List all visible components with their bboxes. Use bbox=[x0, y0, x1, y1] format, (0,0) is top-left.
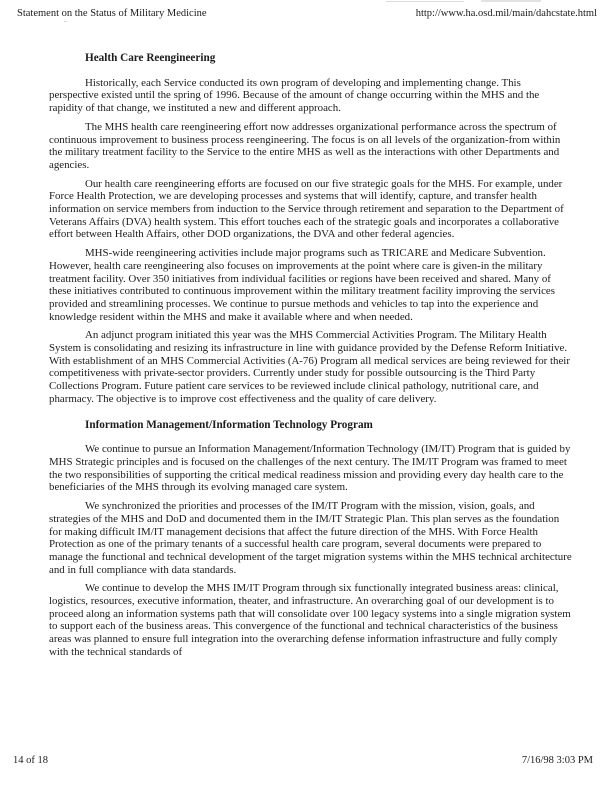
page-header bbox=[17, 8, 597, 20]
scan-artifact bbox=[481, 0, 541, 2]
section-heading-im-it-program: Information Management/Information Technology Program bbox=[85, 418, 373, 431]
paragraph-historically: Historically, each Service conducted its own program of developing and implementing change. This perspective existed until the spring of 1996. Because of the amount of change occurring within the MHS and the rapidity of that change, we instituted a new and different approach. bbox=[49, 76, 540, 115]
document-body bbox=[49, 39, 572, 665]
paragraph-im-it-pursue: We continue to pursue an Information Management/Information Technology (IM/IT) Program that is guided by MHS Strategic principles and is focused on the challenges of the next century. The IM/IT Program was framed to meet the two responsibilities of supporting the critical medical readiness mission and providing every day health care to the beneficiaries of the MHS through its evolving managed care system. bbox=[49, 443, 571, 494]
footer-page-number: 14 of 18 bbox=[13, 755, 48, 766]
paragraph-strategic-goals: Our health care reengineering efforts are focused on our five strategic goals for the MHS. For example, under Force Health Protection, we are developing processes and systems that will identify, capture, and transfer health information on service members from induction to the Service through retirement and separation to the Department of Veterans Affairs (DVA) health system. This effort touches each of the strategic goals and incorporates a collaborative effort between Health Affairs, other DOD organizations, the DVA and other federal agencies. bbox=[49, 177, 564, 241]
page-footer bbox=[13, 755, 593, 767]
paragraph-im-it-business-areas: We continue to develop the MHS IM/IT Program through six functionally integrated business areas: clinical, logistics, resources, executive information, theater, and infrastructure. An overarching goal of our development is to proceed along an information systems path that will consolidate over 100 legacy systems into a single migration system to support each of the business areas. This convergence of the functional and technical characteristics of the business areas was planned to ensure full integration into the overarching defense information infrastructure and fully comply with the technical standards of bbox=[49, 582, 571, 658]
section-heading-health-care-reengineering: Health Care Reengineering bbox=[85, 52, 216, 64]
header-document-title: Statement on the Status of Military Medicine bbox=[17, 8, 207, 19]
paragraph-mhs-wide-activities: MHS-wide reengineering activities include major programs such as TRICARE and Medicare Subvention. However, health care reengineering also focuses on improvements at the point where care is given-in the military treatment facility. Over 350 initiatives from individual facilities or regions have been received and shared. Many of these initiatives contributed to continuous improvement within the military treatment facility improving the services provided and streamlining processes. We continue to pursue methods and vehicles to tap into the experience and knowledge resident within the MHS and make it available where and when needed. bbox=[49, 247, 555, 323]
paragraph-mhs-reengineering-effort: The MHS health care reengineering effort now addresses organizational performance across the spectrum of continuous improvement to business process reengineering. The focus is on all levels of the organization-from within the military treatment facility to the Service to the entire MHS as well as the interactions with other Departments and agencies. bbox=[49, 120, 561, 171]
paragraph-im-it-synchronized: We synchronized the priorities and processes of the IM/IT Program with the mission, vision, goals, and strategies of the MHS and DoD and documented them in the IM/IT Strategic Plan. This plan serves as the foundation for making difficult IM/IT management decisions that affect the future direction of the MHS. With Force Health Protection as one of the primary tenants of a successful health care program, several documents were prepared to manage the functional and technical development of the target migration systems within the MHS technical architecture and in full compliance with data standards. bbox=[49, 500, 572, 576]
scan-artifact bbox=[386, 1, 464, 2]
footer-timestamp: 7/16/98 3:03 PM bbox=[521, 755, 593, 766]
header-source-url: http://www.ha.osd.mil/main/dahcstate.html bbox=[415, 8, 597, 19]
scan-artifact bbox=[64, 21, 67, 22]
paragraph-commercial-activities: An adjunct program initiated this year was the MHS Commercial Activities Program. The Military Health System is consolidating and resizing its infrastructure in line with guidance provided by the Defense Reform Initiative. With establishment of an MHS Commercial Activities (A-76) Program all medical services are being reviewed for their competitiveness with private-sector providers. Currently under study for possible outsourcing is the Third Party Collections Program. Future patient care services to be reviewed include clinical pathology, nutritional care, and pharmacy. The objective is to improve cost effectiveness and the quality of care delivery. bbox=[49, 329, 570, 405]
